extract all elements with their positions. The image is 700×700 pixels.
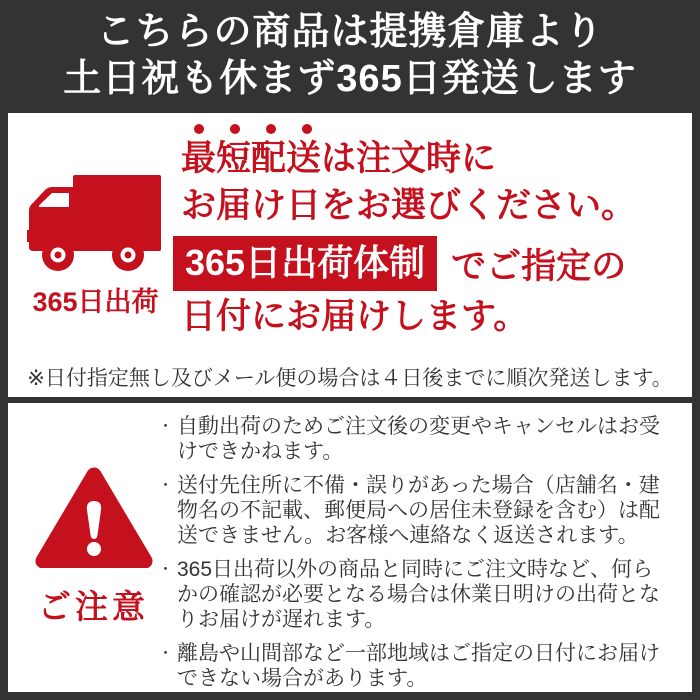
shipping-panel: [8, 113, 692, 397]
bullet-marker: ・: [158, 645, 174, 662]
caution-panel: [8, 403, 692, 692]
delivery-truck-icon: [27, 260, 165, 277]
shipping-note: ※日付指定無し及びメール便の場合は４日後までに順次発送します。: [27, 366, 673, 390]
header-line-1: こちらの商品は提携倉庫より: [96, 11, 604, 53]
notice-item-text: 自動出荷のためご注文後の変更やキャンセルはお受けできかねます。: [177, 415, 660, 463]
shipping-line-1: 最短配送は注文時に: [181, 139, 497, 178]
shipping-badge: 365日出荷体制: [173, 236, 437, 291]
notice-item-text: 離島や山間部など一部地域はご指定の日付にお届けできない場合があります。: [177, 642, 660, 690]
header-line-2: 土日祝も休まず365日発送します: [63, 58, 637, 100]
shipping-badge-suffix: でご指定の: [451, 246, 627, 286]
bullet-marker: ・: [158, 418, 174, 435]
notice-item-text: 送付先住所に不備・誤りがあった場合（店舗名・建物名の不記載、郵便局への居住未登録を含む）は配送できません。お客様へ連絡なく返送されます。: [177, 474, 660, 547]
shipping-line-2: お届け日をお選びください。: [181, 186, 637, 225]
warning-triangle-icon: [34, 555, 154, 572]
notice-item: [158, 557, 672, 632]
truck-block: [18, 173, 173, 319]
notice-item: [158, 641, 672, 691]
bullet-marker: ・: [158, 561, 174, 578]
bullet-marker: ・: [158, 477, 174, 494]
emphasis-dot: [194, 124, 204, 134]
notice-item: [158, 414, 672, 464]
shipping-message: [173, 123, 688, 340]
shipping-line-4: 日付にお届けします。: [181, 297, 529, 336]
emphasis-dot: [230, 124, 240, 134]
emphasis-dot: [302, 124, 312, 134]
header-banner: [0, 0, 700, 113]
notice-item: [158, 473, 672, 548]
notice-list: [158, 414, 672, 700]
shipping-badge-row: [173, 236, 688, 291]
notice-item-text: 365日出荷以外の商品と同時にご注文時など、何らかの確認が必要となる場合は休業日明けの出荷となりお届けが遅れます。: [177, 558, 660, 631]
emphasis-dots: [194, 123, 688, 135]
truck-label: 365日出荷: [32, 287, 159, 317]
emphasis-dot: [266, 124, 276, 134]
caution-block: [26, 465, 161, 628]
caution-label: ご注意: [38, 588, 149, 625]
